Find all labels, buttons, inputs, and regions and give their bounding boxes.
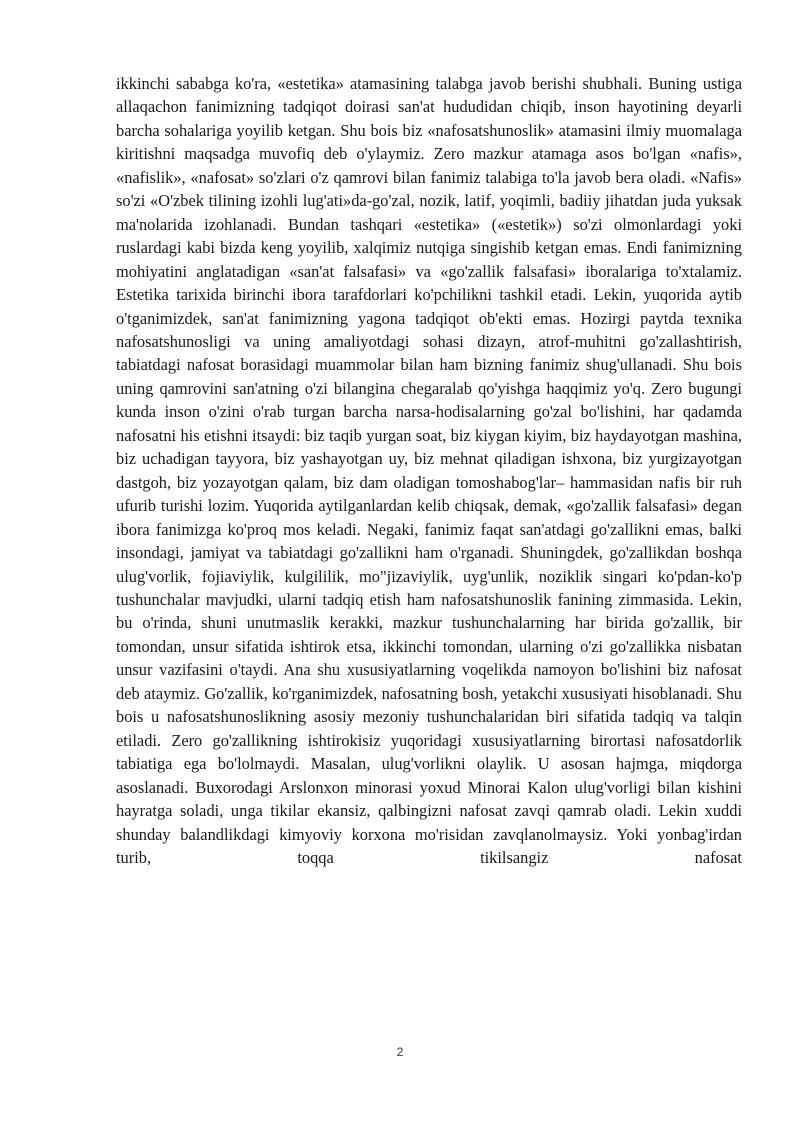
page-number: 2 — [396, 1045, 404, 1059]
body-paragraph: ikkinchi sababga ko'ra, «estetika» atamasining talabga javob berishi shubhali. Buning ustiga allaqachon fanimizning tadqiqot doirasi san'at hududidan chiqib, inson hayotining deyarli barcha sohalariga yoyilib ketgan. Shu bois biz «nafosatshunoslik» atamasini ilmiy muomalaga kiritishni maqsadga muvofiq deb o'ylaymiz. Zero mazkur atamaga asos bo'lgan «nafis», «nafislik», «nafosat» so'zlari o'z qamrovi bilan fanimiz talabiga to'la javob bera oladi. «Nafis» so'zi «O'zbek tilining izohli lug'ati»da-go'zal, nozik, latif, yoqimli, badiiy jihatdan juda yuksak ma'nolarida izohlanadi. Bundan tashqari «estetika» («estetik») so'zi olmonlardagi yoki ruslardagi kabi bizda keng yoyilib, xalqimiz nutqiga singishib ketgan emas. Endi fanimizning mohiyatini anglatadigan «san'at falsafasi» va «go'zallik falsafasi» iboralariga to'xtalamiz. Estetika tarixida birinchi ibora tarafdorlari ko'pchilikni tashkil etadi. Lekin, yuqorida aytib o'tganimizdek, san'at fanimizning yagona tadqiqot ob'ekti emas. Hozirgi paytda texnika nafosatshunosligi va uning amaliyotdagi sohasi dizayn, atrof-muhitni go'zallashtirish, tabiatdagi nafosat borasidagi muammolar bilan ham bizning fanimiz shug'ullanadi. Shu bois uning qamrovini san'atning o'zi bilangina chegaralab qo'yishga haqqimiz yo'q. Zero bugungi kunda inson o'zini o'rab turgan barcha narsa-hodisalarning go'zal bo'lishini, har qadamda nafosatni his etishni itsaydi: biz taqib yurgan soat, biz kiygan kiyim, biz haydayotgan mashina, biz uchadigan tayyora, biz yashayotgan uy, biz mehnat qiladigan ishxona, biz yurgizayotgan dastgoh, biz yozayotgan qalam, biz dam oladigan tomoshabog'lar– hammasidan nafis bir ruh ufurib turishi lozim. Yuqorida aytilganlardan kelib chiqsak, demak, «go'zallik falsafasi» degan ibora fanimizga ko'proq mos keladi. Negaki, fanimiz faqat san'atdagi go'zallikni emas, balki insondagi, jamiyat va tabiatdagi go'zallikni ham o'rganadi. Shuningdek, go'zallikdan boshqa ulug'vorlik, fojiaviylik, kulgililik, mo"jizaviylik, uyg'unlik, noziklik singari ko'pdan-ko'p tushunchalar mavjudki, ularni tadqiq etish ham nafosatshunoslik fanining zimmasida. Lekin, bu o'rinda, shuni unutmaslik kerakki, mazkur tushunchalarning har birida go'zallik, bir tomondan, unsur sifatida ishtirok etsa, ikkinchi tomondan, ularning o'zi go'zallikka nisbatan unsur vazifasini o'taydi. Ana shu xususiyatlarning voqelikda namoyon bo'lishini biz nafosat deb ataymiz. Go'zallik, ko'rganimizdek, nafosatning bosh, yetakchi xususiyati hisoblanadi. Shu bois u nafosatshunoslikning asosiy mezoniy tushunchalaridan biri sifatida tadqiq va talqin etiladi. Zero go'zallikning ishtirokisiz yuqoridagi xususiyatlarning birortasi nafosatdorlik tabiatiga ega bo'lolmaydi. Masalan, ulug'vorlikni olaylik. U asosan hajmga, miqdorga asoslanadi. Buxorodagi Arslonxon minorasi yoxud Minorai Kalon ulug'vorligi bilan kishini hayratga soladi, unga tikilar ekansiz, qalbingizni nafosat zavqi qamrab oladi. Lekin xuddi shunday balandlikdagi kimyoviy korxona mo'risidan zavqlanolmaysiz. Yoki yonbag'irdan turib, toqqa tikilsangiz nafosat — [116, 74, 742, 867]
